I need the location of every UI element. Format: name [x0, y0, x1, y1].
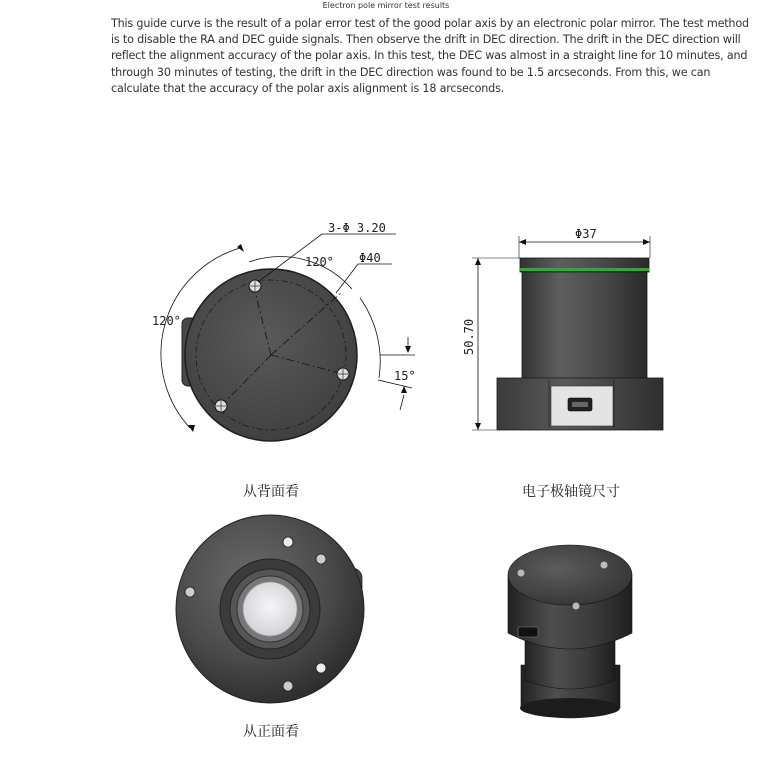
- back-view-caption: 从背面看: [243, 484, 299, 500]
- page-header-title: Electron pole mirror test results: [322, 1, 450, 10]
- side-dim-height: 50.70: [462, 318, 476, 355]
- dim-diameter-label: Φ40: [359, 251, 381, 265]
- side-view-caption: 电子极轴镜尺寸: [522, 484, 620, 500]
- angle-top-label: 120°: [305, 255, 334, 269]
- side-dim-diameter: Φ37: [575, 227, 597, 241]
- front-view-caption: 从正面看: [243, 724, 299, 740]
- angle-left-label: 120°: [152, 314, 181, 328]
- product-usb-port: [518, 627, 538, 637]
- angle-right-label: 15°: [394, 369, 416, 383]
- dim-holes-label: 3-Φ 3.20: [328, 221, 386, 235]
- description-paragraph: This guide curve is the result of a polar error test of the good polar axis by an electronic polar mirror. The test method is to disable the RA and DEC guide signals. Then observe the drift in DEC direction. The drift in the DEC direction will reflect the alignment accuracy of the polar axis. In this test, the DEC was almost in a straight line for 10 minutes, and through 30 minutes of testing, the drift in the DEC direction was found to be 1.5 arcseconds. From this, we can calculate that the accuracy of the polar axis alignment is 18 arcseconds.: [111, 17, 749, 95]
